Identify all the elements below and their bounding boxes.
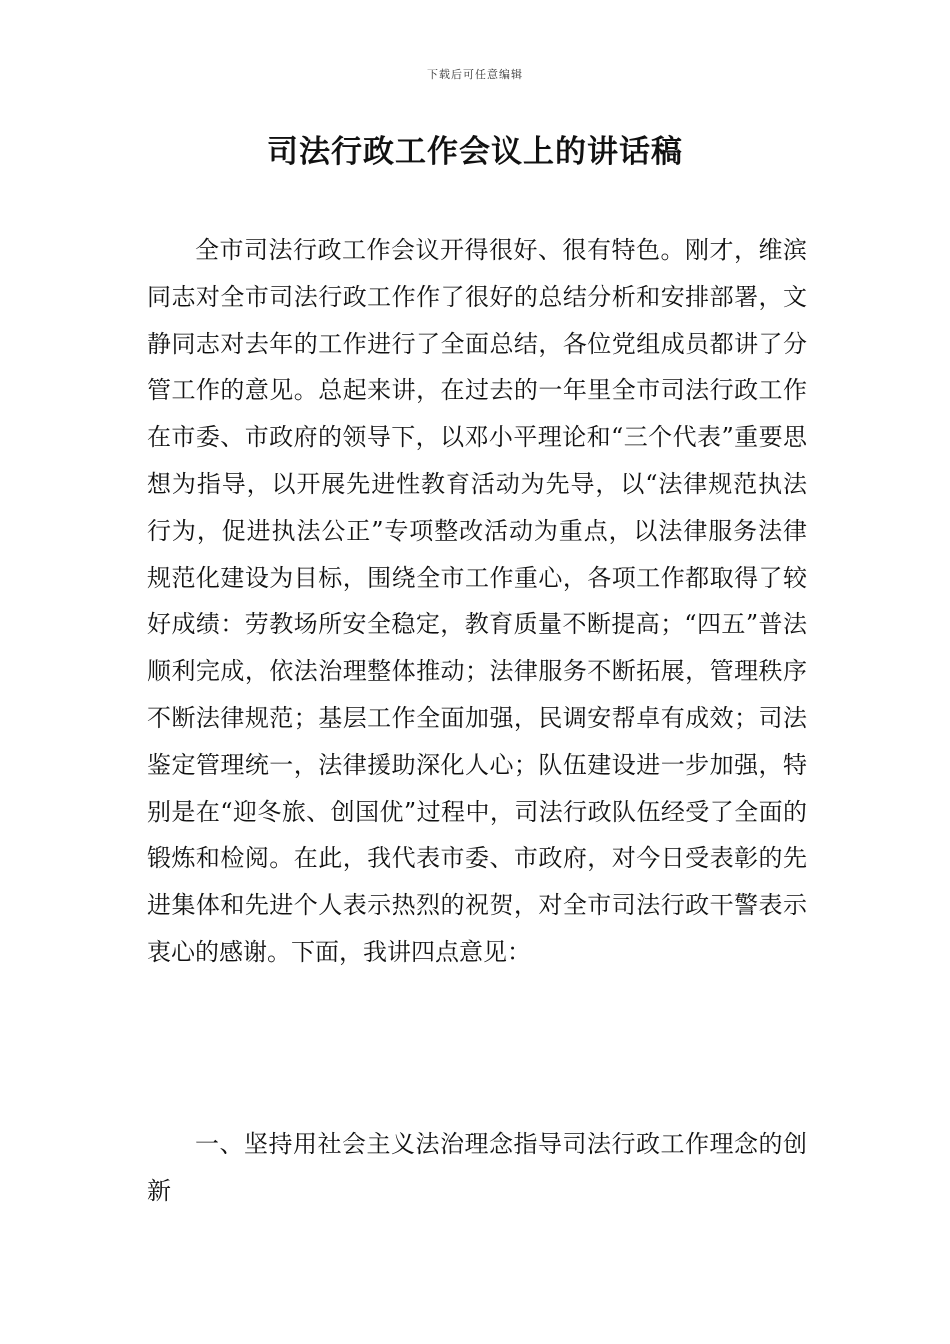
section-heading: 一、坚持用社会主义法治理念指导司法行政工作理念的创新	[147, 1130, 807, 1205]
body-paragraph: 全市司法行政工作会议开得很好、很有特色。刚才，维滨同志对全市司法行政工作作了很好的总结分析和安排部署，文静同志对去年的工作进行了全面总结，各位党组成员都讲了分管工作的意见。总起来讲，在过去的一年里全市司法行政工作在市委、市政府的领导下，以邓小平理论和“三个代表”重要思想为指导，以开展先进性教育活动为先导，以“法律规范执法行为，促进执法公正”专项整改活动为重点，以法律服务法律规范化建设为目标，围绕全市工作重心，各项工作都取得了较好成绩：劳教场所安全稳定，教育质量不断提高；“四五”普法顺利完成，依法治理整体推动；法律服务不断拓展，管理秩序不断法律规范；基层工作全面加强，民调安帮卓有成效；司法鉴定管理统一，法律援助深化人心；队伍建设进一步加强，特别是在“迎冬旅、创国优”过程中，司法行政队伍经受了全面的锻炼和检阅。在此，我代表市委、市政府，对今日受表彰的先进集体和先进个人表示热烈的祝贺，对全市司法行政干警表示衷心的感谢。下面，我讲四点意见：	[147, 236, 807, 966]
document-title: 司法行政工作会议上的讲话稿	[267, 134, 683, 170]
header-note: 下载后可任意编辑	[427, 68, 523, 81]
